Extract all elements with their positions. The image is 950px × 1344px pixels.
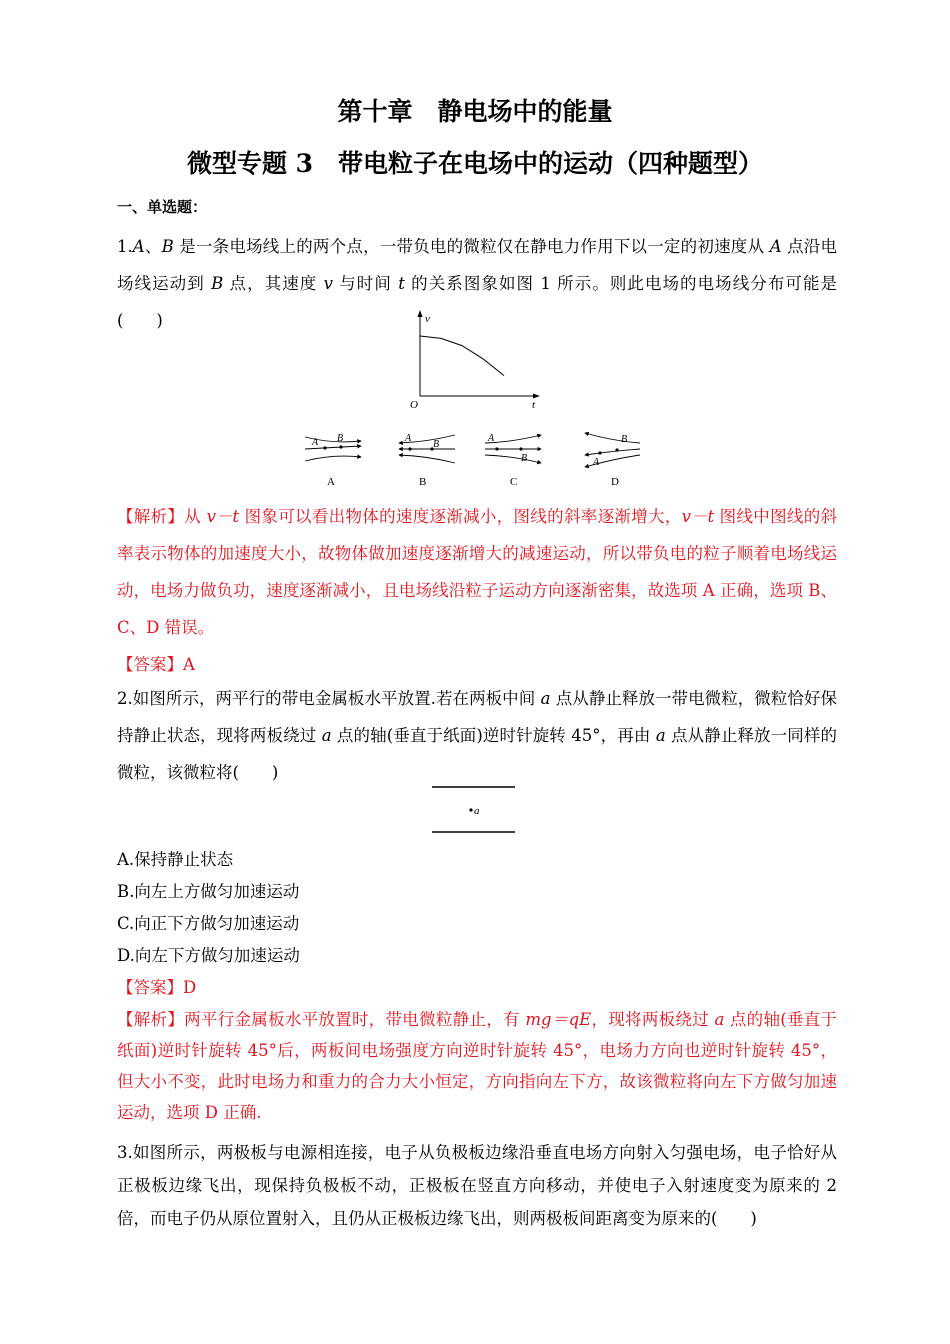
option-a-letter: A xyxy=(327,476,335,488)
question-2-option-b: B.向左上方做匀加速运动 xyxy=(117,882,300,901)
question-1-analysis: 【解析】从 v－t 图象可以看出物体的速度逐渐减小，图线的斜率逐渐增大，v－t 图线中图线的斜率表示物体的加速度大小，故物体做加速度逐渐增大的减速运动，所以带负电的粒子顺着电场线运动，电场力做负功，速度逐渐减小，且电场线沿粒子运动方向逐渐密集，故选项 A 正确，选项 B、C、D 错误。 xyxy=(117,507,837,637)
particle-point-a xyxy=(469,808,472,811)
question-1-answer: 【答案】A xyxy=(117,655,195,674)
option-b-letter: B xyxy=(419,476,427,488)
origin-label: O xyxy=(410,399,418,411)
option-d-diagram xyxy=(585,433,640,488)
option-d-letter: D xyxy=(611,476,619,488)
question-2-option-a: A.保持静止状态 xyxy=(117,850,234,869)
chapter-title: 第十章 静电场中的能量 xyxy=(337,97,613,126)
option-c-diagram xyxy=(485,433,541,488)
point-a-label: a xyxy=(474,805,480,817)
option-d-label-b: B xyxy=(621,434,628,445)
field-line-options xyxy=(295,425,655,490)
question-1-stem: 1.A、B 是一条电场线上的两个点，一带负电的微粒仅在静电力作用下以一定的初速度从 A 点沿电场线运动到 B 点，其速度 v 与时间 t 的关系图象如图 1 所示。则此电场的电场线分布可能是( ) xyxy=(117,237,838,330)
option-c-letter: C xyxy=(510,476,518,488)
question-2-option-c: C.向正下方做匀加速运动 xyxy=(117,914,300,933)
option-b-label-b: B xyxy=(433,439,440,450)
question-2-analysis: 【解析】两平行金属板水平放置时，带电微粒静止，有 mg＝qE，现将两板绕过 a 点的轴(垂直于纸面)逆时针旋转 45°后，两板间电场强度方向逆时针旋转 45°，电场力方向也逆时针旋转 45°，但大小不变，此时电场力和重力的合力大小恒定，方向指向左下方，故该微粒将向左下方做匀加速运动，选项 D 正确. xyxy=(117,1010,838,1122)
option-b-diagram xyxy=(399,433,455,488)
velocity-curve xyxy=(420,336,504,376)
section-heading: 一、单选题： xyxy=(117,198,208,216)
option-a-label-b: B xyxy=(337,433,344,444)
question-2-stem: 2.如图所示，两平行的带电金属板水平放置.若在两板中间 a 点从静止释放一带电微粒，微粒恰好保持静止状态，现将两板绕过 a 点的轴(垂直于纸面)逆时针旋转 45°，再由 a 点从静止释放一同样的微粒，该微粒将( ) xyxy=(117,689,838,782)
option-a-diagram xyxy=(305,433,361,488)
parallel-plates-diagram xyxy=(430,782,520,836)
option-c-label-a: A xyxy=(488,433,495,444)
question-2-answer: 【答案】D xyxy=(117,978,197,997)
question-3-stem: 3.如图所示，两极板与电源相连接，电子从负极板边缘沿垂直电场方向射入匀强电场，电子恰好从正极板边缘飞出，现保持负极板不动，正极板在竖直方向移动，并使电子入射速度变为原来的 2 倍，而电子仍从原位置射入，且仍从正极板边缘飞出，则两极板间距离变为原来的( ) xyxy=(117,1143,837,1228)
question-2-option-d: D.向左下方做匀加速运动 xyxy=(117,946,300,965)
option-a-label-a: A xyxy=(312,437,319,448)
v-axis-label: v xyxy=(425,313,430,325)
option-d-label-a: A xyxy=(593,457,600,468)
option-c-label-b: B xyxy=(521,453,528,464)
topic-title: 微型专题 3 带电粒子在电场中的运动（四种题型） xyxy=(186,149,764,178)
vt-graph xyxy=(400,308,550,413)
option-b-label-a: A xyxy=(405,433,412,444)
t-axis-label: t xyxy=(532,399,536,411)
